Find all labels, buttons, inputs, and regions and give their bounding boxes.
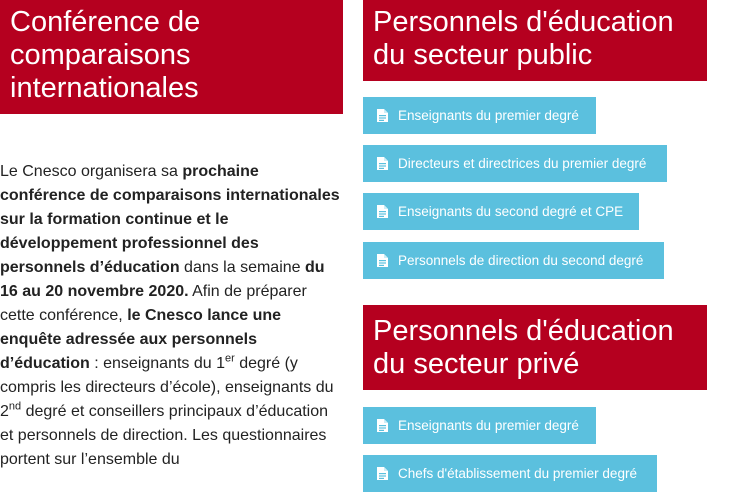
intro-bold-text: prochaine conférence de comparaisons internationales sur la formation continue et le développement professionnel des personnels d’éducation — [0, 163, 340, 276]
private-heads-primary-button[interactable] — [363, 455, 657, 492]
intro-superscript: nd — [8, 400, 22, 413]
button-label: Enseignants du second degré et CPE — [398, 204, 624, 219]
heading-line: du secteur privé — [373, 348, 580, 380]
intro-text: Afin de préparer cette conférence, — [0, 283, 307, 324]
public-teachers-secondary-button[interactable] — [363, 193, 639, 230]
document-icon — [377, 205, 388, 218]
private-sector-heading — [363, 305, 707, 390]
public-sector-heading — [363, 0, 707, 81]
intro-text: Le Cnesco organisera sa — [0, 163, 183, 180]
public-directors-primary-button[interactable] — [363, 145, 667, 182]
document-icon — [377, 109, 388, 122]
intro-text: degré et conseillers principaux d’éducation et personnels de direction. Les questionnaires portent sur l’ensemble du — [0, 403, 329, 468]
intro-superscript: er — [225, 352, 235, 365]
document-icon — [377, 467, 388, 480]
intro-paragraph — [0, 160, 343, 472]
button-label: Enseignants du premier degré — [398, 418, 579, 433]
intro-bold-date: du 16 au 20 novembre 2020. — [0, 259, 325, 300]
document-icon — [377, 157, 388, 170]
document-icon — [377, 419, 388, 432]
heading-line: comparaisons — [10, 39, 191, 71]
conference-heading — [0, 0, 343, 114]
heading-line: Personnels d'éducation — [373, 315, 674, 347]
public-management-secondary-button[interactable] — [363, 242, 664, 279]
button-label: Chefs d'établissement du premier degré — [398, 466, 637, 481]
public-teachers-primary-button[interactable] — [363, 97, 596, 134]
private-teachers-primary-button[interactable] — [363, 407, 596, 444]
intro-text: dans la semaine — [179, 259, 305, 276]
button-label: Enseignants du premier degré — [398, 108, 579, 123]
heading-line: Conférence de — [10, 6, 201, 38]
button-label: Personnels de direction du second degré — [398, 253, 644, 268]
button-label: Directeurs et directrices du premier degré — [398, 156, 647, 171]
heading-line: internationales — [10, 72, 199, 104]
intro-bold-text: le Cnesco lance une enquête adressée aux personnels d’éducation — [0, 307, 282, 372]
heading-line: du secteur public — [373, 39, 593, 71]
document-icon — [377, 254, 388, 267]
intro-text: : enseignants du 1 — [89, 355, 225, 372]
heading-line: Personnels d'éducation — [373, 6, 674, 38]
intro-text: degré (y compris les directeurs d’école), enseignants du 2 — [0, 355, 334, 420]
